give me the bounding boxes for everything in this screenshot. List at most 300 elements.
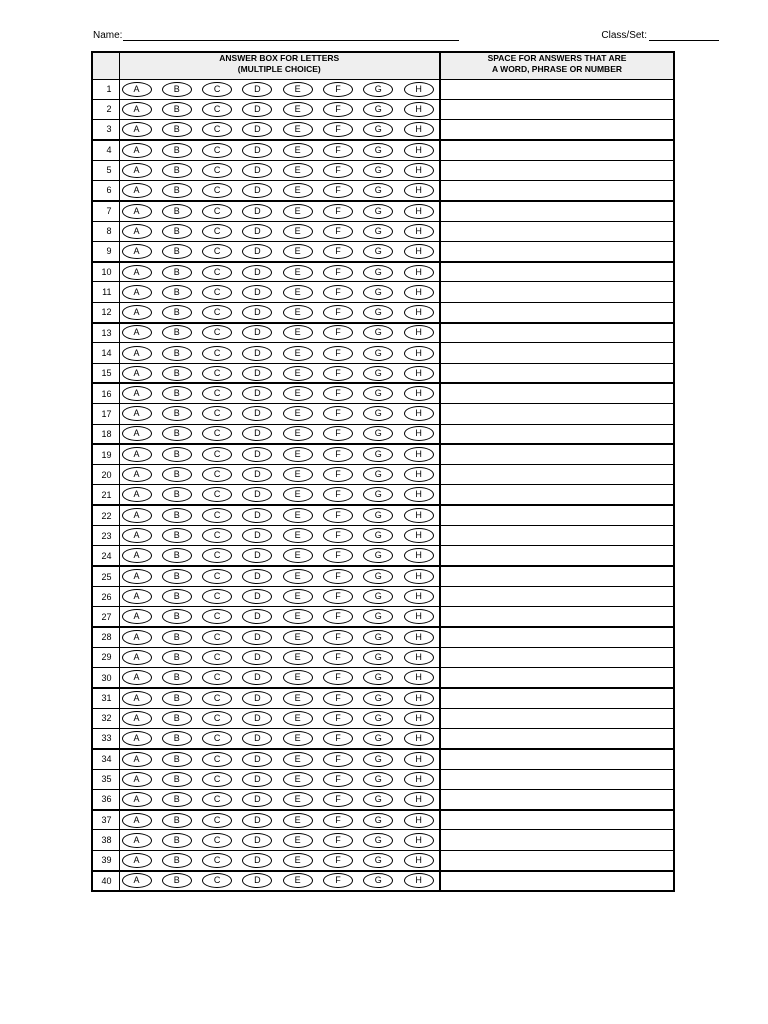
choice-bubble-d[interactable]: D: [242, 183, 272, 198]
choice-bubble-a[interactable]: A: [122, 548, 152, 563]
choice-bubble-b[interactable]: B: [162, 82, 192, 97]
choice-bubble-e[interactable]: E: [283, 305, 313, 320]
choice-bubble-e[interactable]: E: [283, 265, 313, 280]
written-answer-cell[interactable]: [440, 282, 674, 302]
choice-bubble-d[interactable]: D: [242, 305, 272, 320]
written-answer-cell[interactable]: [440, 566, 674, 586]
choice-bubble-d[interactable]: D: [242, 366, 272, 381]
written-answer-cell[interactable]: [440, 262, 674, 282]
choice-bubble-g[interactable]: G: [363, 305, 393, 320]
choice-bubble-h[interactable]: H: [404, 711, 434, 726]
choice-bubble-f[interactable]: F: [323, 691, 353, 706]
choice-bubble-h[interactable]: H: [404, 731, 434, 746]
choice-bubble-g[interactable]: G: [363, 792, 393, 807]
choice-bubble-b[interactable]: B: [162, 224, 192, 239]
choice-bubble-c[interactable]: C: [202, 265, 232, 280]
choice-bubble-c[interactable]: C: [202, 813, 232, 828]
choice-bubble-d[interactable]: D: [242, 122, 272, 137]
choice-bubble-d[interactable]: D: [242, 386, 272, 401]
choice-bubble-g[interactable]: G: [363, 467, 393, 482]
choice-bubble-f[interactable]: F: [323, 82, 353, 97]
choice-bubble-f[interactable]: F: [323, 772, 353, 787]
choice-bubble-a[interactable]: A: [122, 487, 152, 502]
choice-bubble-g[interactable]: G: [363, 325, 393, 340]
choice-bubble-g[interactable]: G: [363, 813, 393, 828]
choice-bubble-a[interactable]: A: [122, 772, 152, 787]
choice-bubble-g[interactable]: G: [363, 589, 393, 604]
choice-bubble-e[interactable]: E: [283, 163, 313, 178]
choice-bubble-b[interactable]: B: [162, 467, 192, 482]
choice-bubble-g[interactable]: G: [363, 204, 393, 219]
choice-bubble-a[interactable]: A: [122, 792, 152, 807]
choice-bubble-g[interactable]: G: [363, 82, 393, 97]
choice-bubble-c[interactable]: C: [202, 833, 232, 848]
choice-bubble-b[interactable]: B: [162, 548, 192, 563]
choice-bubble-a[interactable]: A: [122, 609, 152, 624]
written-answer-cell[interactable]: [440, 769, 674, 789]
choice-bubble-b[interactable]: B: [162, 813, 192, 828]
choice-bubble-h[interactable]: H: [404, 366, 434, 381]
choice-bubble-h[interactable]: H: [404, 548, 434, 563]
choice-bubble-f[interactable]: F: [323, 609, 353, 624]
choice-bubble-a[interactable]: A: [122, 650, 152, 665]
choice-bubble-b[interactable]: B: [162, 426, 192, 441]
choice-bubble-f[interactable]: F: [323, 346, 353, 361]
written-answer-cell[interactable]: [440, 810, 674, 830]
choice-bubble-a[interactable]: A: [122, 285, 152, 300]
choice-bubble-c[interactable]: C: [202, 528, 232, 543]
choice-bubble-c[interactable]: C: [202, 102, 232, 117]
written-answer-cell[interactable]: [440, 444, 674, 464]
choice-bubble-b[interactable]: B: [162, 609, 192, 624]
written-answer-cell[interactable]: [440, 201, 674, 221]
written-answer-cell[interactable]: [440, 140, 674, 160]
choice-bubble-c[interactable]: C: [202, 183, 232, 198]
choice-bubble-f[interactable]: F: [323, 752, 353, 767]
choice-bubble-c[interactable]: C: [202, 711, 232, 726]
choice-bubble-e[interactable]: E: [283, 772, 313, 787]
choice-bubble-d[interactable]: D: [242, 569, 272, 584]
choice-bubble-c[interactable]: C: [202, 731, 232, 746]
choice-bubble-b[interactable]: B: [162, 589, 192, 604]
choice-bubble-b[interactable]: B: [162, 731, 192, 746]
choice-bubble-e[interactable]: E: [283, 792, 313, 807]
choice-bubble-g[interactable]: G: [363, 833, 393, 848]
choice-bubble-a[interactable]: A: [122, 711, 152, 726]
written-answer-cell[interactable]: [440, 546, 674, 566]
choice-bubble-h[interactable]: H: [404, 406, 434, 421]
choice-bubble-f[interactable]: F: [323, 305, 353, 320]
choice-bubble-h[interactable]: H: [404, 183, 434, 198]
choice-bubble-e[interactable]: E: [283, 143, 313, 158]
choice-bubble-b[interactable]: B: [162, 447, 192, 462]
choice-bubble-c[interactable]: C: [202, 305, 232, 320]
choice-bubble-g[interactable]: G: [363, 426, 393, 441]
choice-bubble-b[interactable]: B: [162, 122, 192, 137]
choice-bubble-f[interactable]: F: [323, 224, 353, 239]
written-answer-cell[interactable]: [440, 180, 674, 200]
choice-bubble-h[interactable]: H: [404, 386, 434, 401]
choice-bubble-a[interactable]: A: [122, 426, 152, 441]
name-blank-line[interactable]: [123, 30, 459, 41]
choice-bubble-e[interactable]: E: [283, 650, 313, 665]
choice-bubble-a[interactable]: A: [122, 386, 152, 401]
choice-bubble-e[interactable]: E: [283, 873, 313, 888]
written-answer-cell[interactable]: [440, 647, 674, 667]
choice-bubble-f[interactable]: F: [323, 467, 353, 482]
choice-bubble-h[interactable]: H: [404, 325, 434, 340]
choice-bubble-c[interactable]: C: [202, 630, 232, 645]
choice-bubble-h[interactable]: H: [404, 102, 434, 117]
written-answer-cell[interactable]: [440, 830, 674, 850]
written-answer-cell[interactable]: [440, 485, 674, 505]
choice-bubble-d[interactable]: D: [242, 711, 272, 726]
choice-bubble-b[interactable]: B: [162, 711, 192, 726]
written-answer-cell[interactable]: [440, 363, 674, 383]
choice-bubble-h[interactable]: H: [404, 670, 434, 685]
choice-bubble-b[interactable]: B: [162, 772, 192, 787]
choice-bubble-f[interactable]: F: [323, 426, 353, 441]
choice-bubble-e[interactable]: E: [283, 346, 313, 361]
choice-bubble-c[interactable]: C: [202, 772, 232, 787]
choice-bubble-e[interactable]: E: [283, 548, 313, 563]
choice-bubble-d[interactable]: D: [242, 853, 272, 868]
choice-bubble-d[interactable]: D: [242, 528, 272, 543]
written-answer-cell[interactable]: [440, 79, 674, 99]
choice-bubble-g[interactable]: G: [363, 670, 393, 685]
choice-bubble-c[interactable]: C: [202, 406, 232, 421]
choice-bubble-d[interactable]: D: [242, 813, 272, 828]
choice-bubble-g[interactable]: G: [363, 528, 393, 543]
choice-bubble-f[interactable]: F: [323, 386, 353, 401]
choice-bubble-e[interactable]: E: [283, 691, 313, 706]
choice-bubble-f[interactable]: F: [323, 711, 353, 726]
choice-bubble-d[interactable]: D: [242, 752, 272, 767]
choice-bubble-e[interactable]: E: [283, 528, 313, 543]
choice-bubble-g[interactable]: G: [363, 691, 393, 706]
choice-bubble-h[interactable]: H: [404, 305, 434, 320]
choice-bubble-a[interactable]: A: [122, 265, 152, 280]
choice-bubble-f[interactable]: F: [323, 853, 353, 868]
choice-bubble-c[interactable]: C: [202, 650, 232, 665]
choice-bubble-e[interactable]: E: [283, 609, 313, 624]
written-answer-cell[interactable]: [440, 404, 674, 424]
choice-bubble-d[interactable]: D: [242, 265, 272, 280]
choice-bubble-h[interactable]: H: [404, 447, 434, 462]
written-answer-cell[interactable]: [440, 343, 674, 363]
choice-bubble-f[interactable]: F: [323, 508, 353, 523]
choice-bubble-g[interactable]: G: [363, 163, 393, 178]
choice-bubble-e[interactable]: E: [283, 752, 313, 767]
choice-bubble-e[interactable]: E: [283, 447, 313, 462]
choice-bubble-d[interactable]: D: [242, 548, 272, 563]
choice-bubble-d[interactable]: D: [242, 873, 272, 888]
written-answer-cell[interactable]: [440, 465, 674, 485]
choice-bubble-f[interactable]: F: [323, 548, 353, 563]
choice-bubble-g[interactable]: G: [363, 711, 393, 726]
choice-bubble-d[interactable]: D: [242, 630, 272, 645]
choice-bubble-d[interactable]: D: [242, 204, 272, 219]
choice-bubble-a[interactable]: A: [122, 406, 152, 421]
choice-bubble-b[interactable]: B: [162, 630, 192, 645]
choice-bubble-h[interactable]: H: [404, 265, 434, 280]
choice-bubble-d[interactable]: D: [242, 447, 272, 462]
choice-bubble-c[interactable]: C: [202, 82, 232, 97]
written-answer-cell[interactable]: [440, 221, 674, 241]
choice-bubble-c[interactable]: C: [202, 426, 232, 441]
written-answer-cell[interactable]: [440, 323, 674, 343]
choice-bubble-h[interactable]: H: [404, 589, 434, 604]
choice-bubble-b[interactable]: B: [162, 650, 192, 665]
choice-bubble-a[interactable]: A: [122, 325, 152, 340]
choice-bubble-a[interactable]: A: [122, 305, 152, 320]
choice-bubble-e[interactable]: E: [283, 508, 313, 523]
choice-bubble-f[interactable]: F: [323, 670, 353, 685]
choice-bubble-a[interactable]: A: [122, 143, 152, 158]
choice-bubble-a[interactable]: A: [122, 528, 152, 543]
choice-bubble-f[interactable]: F: [323, 630, 353, 645]
choice-bubble-g[interactable]: G: [363, 752, 393, 767]
choice-bubble-d[interactable]: D: [242, 589, 272, 604]
choice-bubble-h[interactable]: H: [404, 853, 434, 868]
choice-bubble-c[interactable]: C: [202, 589, 232, 604]
choice-bubble-d[interactable]: D: [242, 609, 272, 624]
choice-bubble-e[interactable]: E: [283, 285, 313, 300]
choice-bubble-d[interactable]: D: [242, 406, 272, 421]
choice-bubble-g[interactable]: G: [363, 487, 393, 502]
choice-bubble-h[interactable]: H: [404, 792, 434, 807]
choice-bubble-e[interactable]: E: [283, 467, 313, 482]
choice-bubble-h[interactable]: H: [404, 813, 434, 828]
choice-bubble-b[interactable]: B: [162, 752, 192, 767]
choice-bubble-b[interactable]: B: [162, 143, 192, 158]
choice-bubble-a[interactable]: A: [122, 731, 152, 746]
choice-bubble-b[interactable]: B: [162, 528, 192, 543]
choice-bubble-c[interactable]: C: [202, 163, 232, 178]
choice-bubble-d[interactable]: D: [242, 325, 272, 340]
choice-bubble-c[interactable]: C: [202, 204, 232, 219]
choice-bubble-b[interactable]: B: [162, 487, 192, 502]
choice-bubble-d[interactable]: D: [242, 487, 272, 502]
choice-bubble-e[interactable]: E: [283, 711, 313, 726]
choice-bubble-d[interactable]: D: [242, 833, 272, 848]
choice-bubble-c[interactable]: C: [202, 467, 232, 482]
choice-bubble-f[interactable]: F: [323, 366, 353, 381]
choice-bubble-f[interactable]: F: [323, 265, 353, 280]
choice-bubble-d[interactable]: D: [242, 670, 272, 685]
choice-bubble-f[interactable]: F: [323, 122, 353, 137]
choice-bubble-g[interactable]: G: [363, 609, 393, 624]
choice-bubble-g[interactable]: G: [363, 143, 393, 158]
written-answer-cell[interactable]: [440, 586, 674, 606]
choice-bubble-f[interactable]: F: [323, 285, 353, 300]
choice-bubble-a[interactable]: A: [122, 691, 152, 706]
choice-bubble-d[interactable]: D: [242, 467, 272, 482]
choice-bubble-g[interactable]: G: [363, 265, 393, 280]
choice-bubble-g[interactable]: G: [363, 569, 393, 584]
choice-bubble-h[interactable]: H: [404, 285, 434, 300]
choice-bubble-f[interactable]: F: [323, 569, 353, 584]
choice-bubble-e[interactable]: E: [283, 569, 313, 584]
choice-bubble-c[interactable]: C: [202, 346, 232, 361]
choice-bubble-e[interactable]: E: [283, 670, 313, 685]
choice-bubble-f[interactable]: F: [323, 528, 353, 543]
choice-bubble-h[interactable]: H: [404, 224, 434, 239]
choice-bubble-c[interactable]: C: [202, 548, 232, 563]
choice-bubble-h[interactable]: H: [404, 569, 434, 584]
choice-bubble-f[interactable]: F: [323, 183, 353, 198]
choice-bubble-b[interactable]: B: [162, 670, 192, 685]
choice-bubble-b[interactable]: B: [162, 873, 192, 888]
choice-bubble-d[interactable]: D: [242, 650, 272, 665]
choice-bubble-c[interactable]: C: [202, 285, 232, 300]
choice-bubble-b[interactable]: B: [162, 305, 192, 320]
choice-bubble-d[interactable]: D: [242, 426, 272, 441]
choice-bubble-f[interactable]: F: [323, 163, 353, 178]
choice-bubble-f[interactable]: F: [323, 731, 353, 746]
choice-bubble-e[interactable]: E: [283, 366, 313, 381]
choice-bubble-c[interactable]: C: [202, 691, 232, 706]
choice-bubble-d[interactable]: D: [242, 508, 272, 523]
choice-bubble-a[interactable]: A: [122, 163, 152, 178]
choice-bubble-a[interactable]: A: [122, 670, 152, 685]
choice-bubble-g[interactable]: G: [363, 650, 393, 665]
choice-bubble-e[interactable]: E: [283, 589, 313, 604]
choice-bubble-h[interactable]: H: [404, 244, 434, 259]
written-answer-cell[interactable]: [440, 424, 674, 444]
choice-bubble-h[interactable]: H: [404, 691, 434, 706]
choice-bubble-h[interactable]: H: [404, 204, 434, 219]
written-answer-cell[interactable]: [440, 789, 674, 809]
choice-bubble-g[interactable]: G: [363, 630, 393, 645]
choice-bubble-f[interactable]: F: [323, 833, 353, 848]
choice-bubble-e[interactable]: E: [283, 122, 313, 137]
written-answer-cell[interactable]: [440, 850, 674, 870]
choice-bubble-a[interactable]: A: [122, 589, 152, 604]
choice-bubble-b[interactable]: B: [162, 833, 192, 848]
choice-bubble-h[interactable]: H: [404, 82, 434, 97]
choice-bubble-d[interactable]: D: [242, 691, 272, 706]
choice-bubble-g[interactable]: G: [363, 406, 393, 421]
choice-bubble-e[interactable]: E: [283, 82, 313, 97]
written-answer-cell[interactable]: [440, 749, 674, 769]
choice-bubble-d[interactable]: D: [242, 163, 272, 178]
choice-bubble-h[interactable]: H: [404, 122, 434, 137]
choice-bubble-h[interactable]: H: [404, 508, 434, 523]
choice-bubble-f[interactable]: F: [323, 143, 353, 158]
choice-bubble-b[interactable]: B: [162, 346, 192, 361]
choice-bubble-g[interactable]: G: [363, 244, 393, 259]
choice-bubble-d[interactable]: D: [242, 772, 272, 787]
choice-bubble-b[interactable]: B: [162, 792, 192, 807]
choice-bubble-d[interactable]: D: [242, 143, 272, 158]
class-set-blank-line[interactable]: [649, 30, 719, 41]
choice-bubble-c[interactable]: C: [202, 366, 232, 381]
choice-bubble-a[interactable]: A: [122, 853, 152, 868]
choice-bubble-b[interactable]: B: [162, 366, 192, 381]
choice-bubble-f[interactable]: F: [323, 792, 353, 807]
choice-bubble-h[interactable]: H: [404, 772, 434, 787]
choice-bubble-a[interactable]: A: [122, 366, 152, 381]
choice-bubble-h[interactable]: H: [404, 487, 434, 502]
choice-bubble-e[interactable]: E: [283, 183, 313, 198]
choice-bubble-h[interactable]: H: [404, 143, 434, 158]
choice-bubble-h[interactable]: H: [404, 163, 434, 178]
choice-bubble-b[interactable]: B: [162, 386, 192, 401]
choice-bubble-d[interactable]: D: [242, 731, 272, 746]
choice-bubble-a[interactable]: A: [122, 508, 152, 523]
choice-bubble-d[interactable]: D: [242, 102, 272, 117]
choice-bubble-h[interactable]: H: [404, 650, 434, 665]
choice-bubble-b[interactable]: B: [162, 163, 192, 178]
choice-bubble-a[interactable]: A: [122, 183, 152, 198]
choice-bubble-c[interactable]: C: [202, 670, 232, 685]
choice-bubble-b[interactable]: B: [162, 325, 192, 340]
choice-bubble-e[interactable]: E: [283, 813, 313, 828]
choice-bubble-e[interactable]: E: [283, 102, 313, 117]
choice-bubble-a[interactable]: A: [122, 752, 152, 767]
choice-bubble-a[interactable]: A: [122, 467, 152, 482]
choice-bubble-g[interactable]: G: [363, 853, 393, 868]
choice-bubble-e[interactable]: E: [283, 244, 313, 259]
choice-bubble-h[interactable]: H: [404, 873, 434, 888]
written-answer-cell[interactable]: [440, 383, 674, 403]
choice-bubble-c[interactable]: C: [202, 244, 232, 259]
choice-bubble-a[interactable]: A: [122, 122, 152, 137]
choice-bubble-b[interactable]: B: [162, 285, 192, 300]
choice-bubble-a[interactable]: A: [122, 813, 152, 828]
choice-bubble-f[interactable]: F: [323, 406, 353, 421]
choice-bubble-d[interactable]: D: [242, 792, 272, 807]
choice-bubble-b[interactable]: B: [162, 853, 192, 868]
choice-bubble-f[interactable]: F: [323, 487, 353, 502]
choice-bubble-a[interactable]: A: [122, 102, 152, 117]
choice-bubble-b[interactable]: B: [162, 406, 192, 421]
written-answer-cell[interactable]: [440, 607, 674, 627]
choice-bubble-g[interactable]: G: [363, 224, 393, 239]
choice-bubble-b[interactable]: B: [162, 244, 192, 259]
choice-bubble-c[interactable]: C: [202, 873, 232, 888]
choice-bubble-g[interactable]: G: [363, 346, 393, 361]
choice-bubble-c[interactable]: C: [202, 569, 232, 584]
choice-bubble-c[interactable]: C: [202, 508, 232, 523]
choice-bubble-c[interactable]: C: [202, 224, 232, 239]
choice-bubble-c[interactable]: C: [202, 122, 232, 137]
choice-bubble-e[interactable]: E: [283, 487, 313, 502]
choice-bubble-e[interactable]: E: [283, 325, 313, 340]
choice-bubble-a[interactable]: A: [122, 569, 152, 584]
written-answer-cell[interactable]: [440, 688, 674, 708]
choice-bubble-a[interactable]: A: [122, 833, 152, 848]
choice-bubble-a[interactable]: A: [122, 346, 152, 361]
choice-bubble-a[interactable]: A: [122, 204, 152, 219]
choice-bubble-c[interactable]: C: [202, 447, 232, 462]
written-answer-cell[interactable]: [440, 668, 674, 688]
written-answer-cell[interactable]: [440, 526, 674, 546]
choice-bubble-g[interactable]: G: [363, 508, 393, 523]
choice-bubble-h[interactable]: H: [404, 528, 434, 543]
choice-bubble-g[interactable]: G: [363, 447, 393, 462]
choice-bubble-a[interactable]: A: [122, 224, 152, 239]
choice-bubble-d[interactable]: D: [242, 244, 272, 259]
choice-bubble-e[interactable]: E: [283, 224, 313, 239]
choice-bubble-f[interactable]: F: [323, 589, 353, 604]
written-answer-cell[interactable]: [440, 729, 674, 749]
choice-bubble-h[interactable]: H: [404, 833, 434, 848]
class-set-field[interactable]: [601, 30, 719, 41]
choice-bubble-b[interactable]: B: [162, 691, 192, 706]
choice-bubble-d[interactable]: D: [242, 346, 272, 361]
